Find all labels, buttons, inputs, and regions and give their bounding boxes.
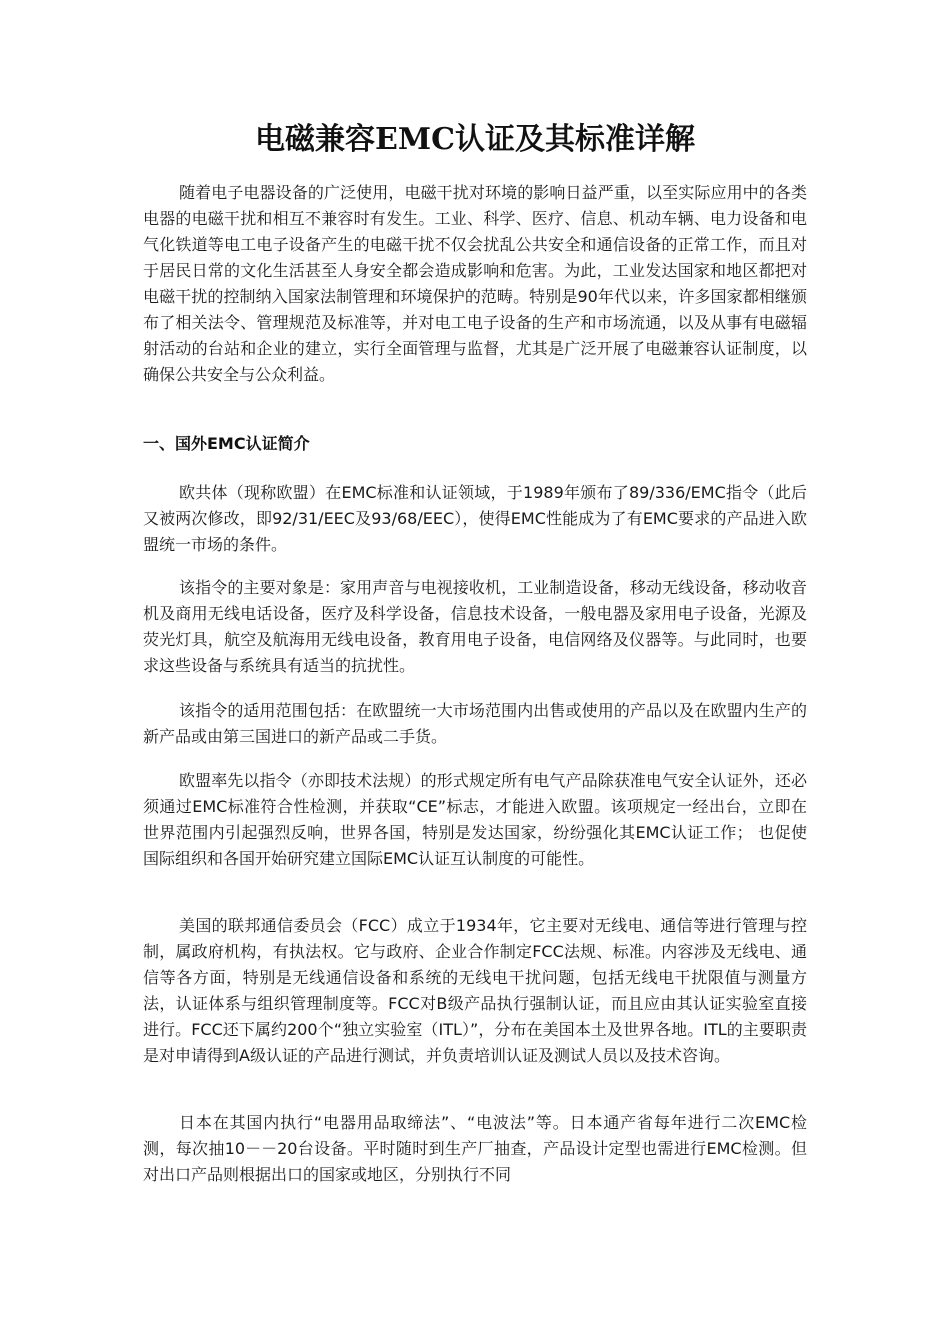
paragraph-us-fcc: 美国的联邦通信委员会（FCC）成立于1934年，它主要对无线电、通信等进行管理与控制，属政府机构，有执法权。它与政府、企业合作制定FCC法规、标准。内容涉及无线电、通信等各方面，特别是无线通信设备和系统的无线电干扰问题，包括无线电干扰限值与测量方法，认证体系与组织管理制度等。FCC对B级产品执行强制认证，而且应由其认证实验室直接进行。FCC还下属约200个“独立实验室（ITL）”，分布在美国本土及世界各地。ITL的主要职责是对申请得到A级认证的产品进行测试，并负责培训认证及测试人员以及技术咨询。: [143, 916, 807, 1065]
paragraph-japan: 日本在其国内执行“电器用品取缔法”、“电波法”等。日本通产省每年进行二次EMC检测，每次抽10－－20台设备。平时随时到生产厂抽查，产品设计定型也需进行EMC检测。但对出口产品则根据出口的国家或地区，分别执行不同: [143, 1113, 807, 1184]
intro-paragraph: 随着电子电器设备的广泛使用，电磁干扰对环境的影响日益严重，以至实际应用中的各类电器的电磁干扰和相互不兼容时有发生。工业、科学、医疗、信息、机动车辆、电力设备和电气化铁道等电工电子设备产生的电磁干扰不仅会扰乱公共安全和通信设备的正常工作，而且对于居民日常的文化生活甚至人身安全都会造成影响和危害。为此，工业发达国家和地区都把对电磁干扰的控制纳入国家法制管理和环境保护的范畴。特别是90年代以来，许多国家都相继颁布了相关法令、管理规范及标准等，并对电工电子设备的生产和市场流通，以及从事有电磁辐射活动的台站和企业的建立，实行全面管理与监督，尤其是广泛开展了电磁兼容认证制度，以确保公共安全与公众利益。: [143, 183, 807, 384]
document-title: 电磁兼容EMC认证及其标准详解: [255, 122, 695, 157]
paragraph-eu-ce-mark: 欧盟率先以指令（亦即技术法规）的形式规定所有电气产品除获准电气安全认证外，还必须通过EMC标准符合性检测，并获取“CE”标志，才能进入欧盟。该项规定一经出台，立即在世界范围内引起强烈反响，世界各国，特别是发达国家，纷纷强化其EMC认证工作； 也促使国际组织和各国开始研究建立国际EMC认证互认制度的可能性。: [143, 771, 807, 868]
paragraph-directive-scope: 该指令的适用范围包括：在欧盟统一大市场范围内出售或使用的产品以及在欧盟内生产的新产品或由第三国进口的新产品或二手货。: [143, 701, 807, 746]
section-heading: 一、国外EMC认证简介: [143, 434, 310, 453]
paragraph-eu-emc-directive: 欧共体（现称欧盟）在EMC标准和认证领域，于1989年颁布了89/336/EMC指令（此后又被两次修改，即92/31/EEC及93/68/EEC），使得EMC性能成为了有EMC要求的产品进入欧盟统一市场的条件。: [143, 483, 807, 554]
paragraph-directive-objects: 该指令的主要对象是：家用声音与电视接收机，工业制造设备，移动无线设备，移动收音机及商用无线电话设备，医疗及科学设备，信息技术设备，一般电器及家用电子设备，光源及荧光灯具，航空及航海用无线电设备，教育用电子设备，电信网络及仪器等。与此同时，也要求这些设备与系统具有适当的抗扰性。: [143, 578, 807, 675]
